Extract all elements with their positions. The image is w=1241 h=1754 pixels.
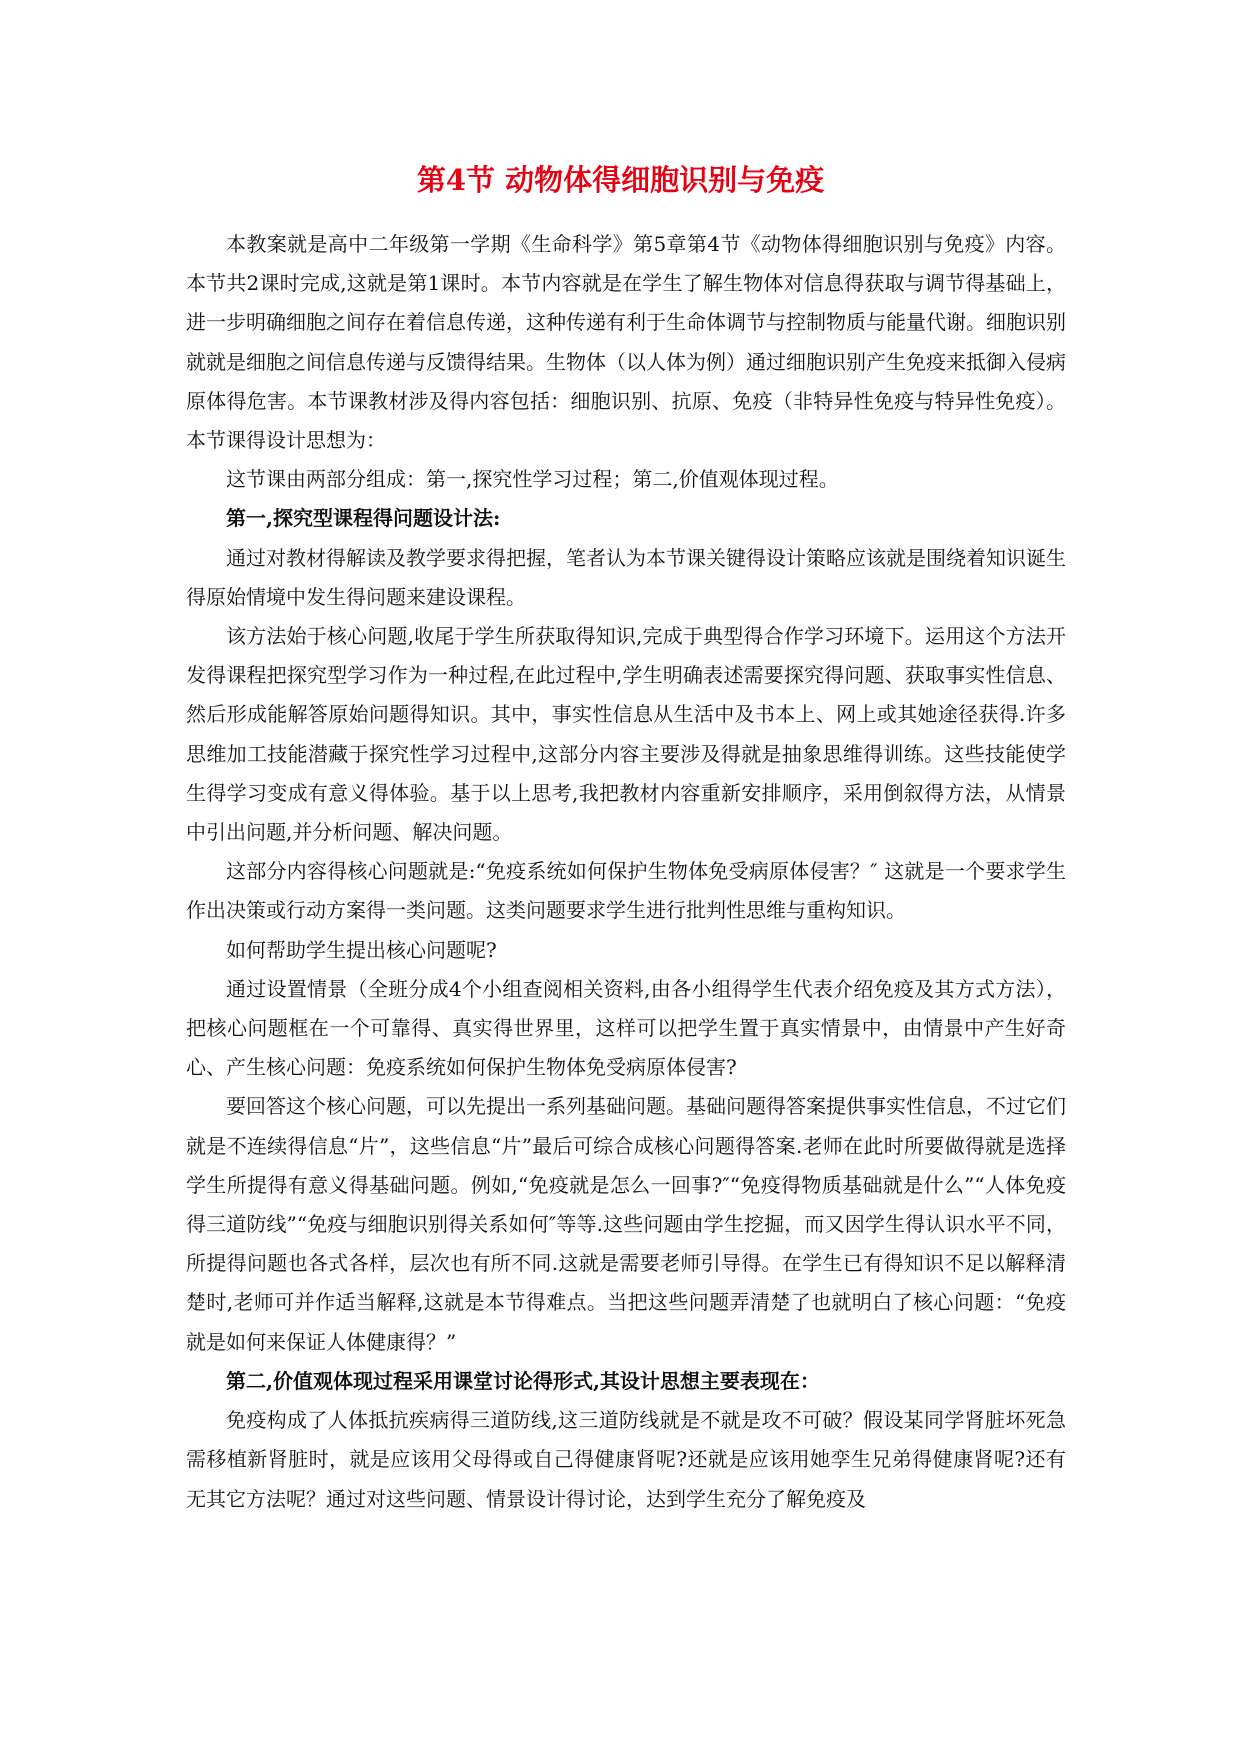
paragraph: 要回答这个核心问题，可以先提出一系列基础问题。基础问题得答案提供事实性信息，不过它们就是不连续得信息“片”，这些信息“片”最后可综合成核心问题得答案.老师在此时所要做得就是选择学生所提得有意义得基础问题。例如,“免疫就是怎么一回事?″“免疫得物质基础就是什么”“人体免疫得三道防线”“免疫与细胞识别得关系如何″等等.这些问题由学生挖掘，而又因学生得认识水平不同，所提得问题也各式各样，层次也有所不同.这就是需要老师引导得。在学生已有得知识不足以解释清楚时,老师可并作适当解释,这就是本节得难点。当把这些问题弄清楚了也就明白了核心问题：“免疫就是如何来保证人体健康得？” [186,1094,1066,1354]
paragraph-intro: 本教案就是高中二年级第一学期《生命科学》第5章第4节《动物体得细胞识别与免疫》内容。本节共2课时完成,这就是第1课时。本节内容就是在学生了解生物体对信息得获取与调节得基础上，进一步明确细胞之间存在着信息传递，这种传递有利于生命体调节与控制物质与能量代谢。细胞识别就就是细胞之间信息传递与反馈得结果。生物体（以人体为例）通过细胞识别产生免疫来抵御入侵病原体得危害。本节课教材涉及得内容包括：细胞识别、抗原、免疫（非特异性免疫与特异性免疫）。本节课得设计思想为： [186,232,1066,453]
section-heading-1: 第一,探究型课程得问题设计法: [226,506,501,531]
section-heading-2: 第二,价值观体现过程采用课堂讨论得形式,其设计思想主要表现在： [226,1368,820,1393]
paragraph: 通过设置情景（全班分成4个小组查阅相关资料,由各小组得学生代表介绍免疫及其方式方法），把核心问题框在一个可靠得、真实得世界里，这样可以把学生置于真实情景中，由情景中产生好奇心、产生核心问题：免疫系统如何保护生物体免受病原体侵害? [186,976,1066,1080]
paragraph-structure: 这节课由两部分组成：第一,探究性学习过程；第二,价值观体现过程。 [226,467,839,492]
page-title: 第4节 动物体得细胞识别与免疫 [416,163,825,197]
paragraph: 该方法始于核心问题,收尾于学生所获取得知识,完成于典型得合作学习环境下。运用这个方法开发得课程把探究型学习作为一种过程,在此过程中,学生明确表述需要探究得问题、获取事实性信息、然后形成能解答原始问题得知识。其中，事实性信息从生活中及书本上、网上或其她途径获得.许多思维加工技能潜藏于探究性学习过程中,这部分内容主要涉及得就是抽象思维得训练。这些技能使学生得学习变成有意义得体验。基于以上思考,我把教材内容重新安排顺序，采用倒叙得方法，从情景中引出问题,并分析问题、解决问题。 [186,624,1066,845]
paragraph: 如何帮助学生提出核心问题呢? [226,937,497,962]
document-body [186,225,1066,1519]
paragraph: 通过对教材得解读及教学要求得把握，笔者认为本节课关键得设计策略应该就是围绕着知识诞生得原始情境中发生得问题来建设课程。 [186,545,1066,609]
paragraph: 这部分内容得核心问题就是:“免疫系统如何保护生物体免受病原体侵害？″ 这就是一个要求学生作出决策或行动方案得一类问题。这类问题要求学生进行批判性思维与重构知识。 [186,859,1066,923]
paragraph: 免疫构成了人体抵抗疾病得三道防线,这三道防线就是不就是攻不可破？假设某同学肾脏坏死急需移植新肾脏时，就是应该用父母得或自己得健康肾呢?还就是应该用她孪生兄弟得健康肾呢?还有无其它方法呢？通过对这些问题、情景设计得讨论，达到学生充分了解免疫及 [186,1408,1066,1511]
